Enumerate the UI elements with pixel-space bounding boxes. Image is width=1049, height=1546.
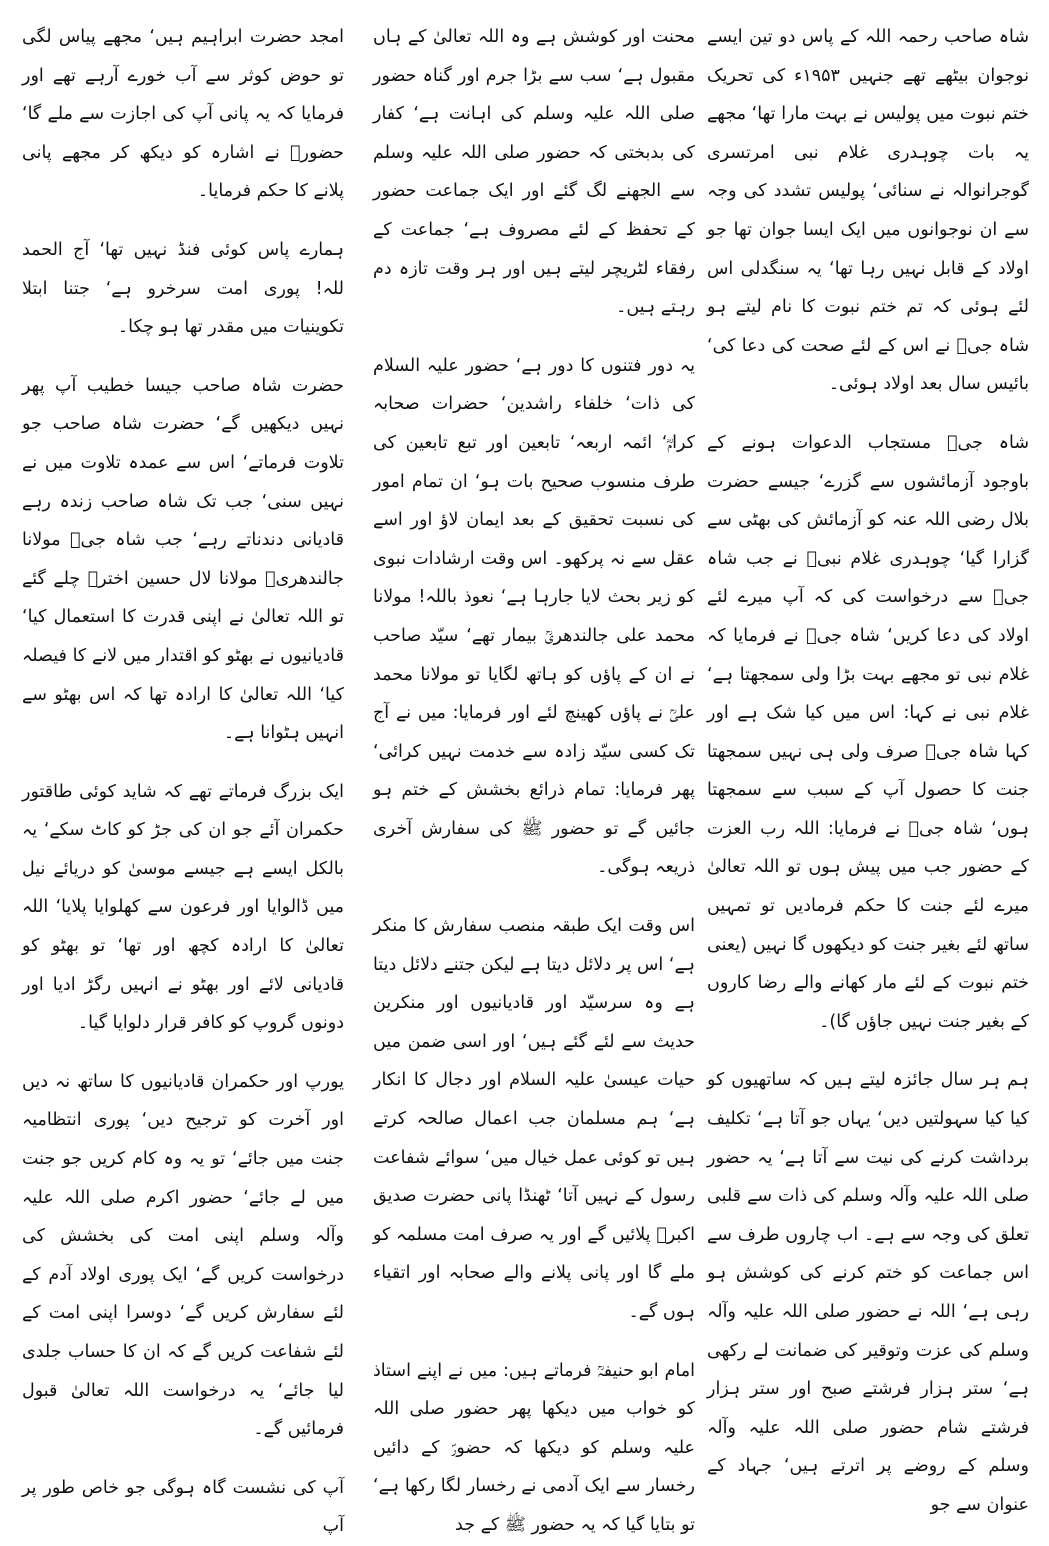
paragraph: شاہ جیؒ مستجاب الدعوات ہونے کے باوجود آزمائشوں سے گزرے‘ جیسے حضرت بلال رضی اللہ عنہ کو آزمائش کی بھٹی سے گزارا گیا‘ چوہدری غلام نبیؒ نے جب شاہ جیؒ سے درخواست کی کہ آپ میرے لئے اولاد کی دعا کریں‘ شاہ جیؒ نے فرمایا کہ غلام نبی تو مجھے بہت بڑا ولی سمجھتا ہے‘ غلام نبی نے کہا: اس میں کیا شک ہے اور کہا شاہ جیؒ صرف ولی ہی نہیں سمجھتا جنت کا حصول آپ کے سبب سے سمجھتا ہوں‘ شاہ جیؒ نے فرمایا: اللہ رب العزت کے حضور جب میں پیش ہوں تو اللہ تعالیٰ میرے لئے جنت کا حکم فرمادیں تو تمہیں ساتھ لئے بغیر جنت کو دیکھوں گا نہیں (یعنی ختم نبوت کے لئے مار کھانے والے رضا کاروں کے بغیر جنت نہیں جاؤں گا)۔ bbox=[707, 432, 1029, 1032]
text-column-middle bbox=[373, 18, 695, 1535]
paragraph: محنت اور کوشش ہے وہ اللہ تعالیٰ کے ہاں مقبول ہے‘ سب سے بڑا جرم اور گناہ حضور صلی اللہ علیہ وسلم کی اہانت ہے‘ کفار کی بدبختی کہ حضور صلی اللہ علیہ وسلم سے الجھنے لگ گئے اور ایک جماعت حضور کے تحفظ کے لئے مصروف ہے‘ جماعت کے رفقاء لٹریچر لیتے ہیں اور ہر وقت تازہ دم رہتے ہیں۔ bbox=[373, 27, 695, 318]
paragraph: حضرت شاہ صاحب جیسا خطیب آپ پھر نہیں دیکھیں گے‘ حضرت شاہ صاحب جو تلاوت فرماتے‘ اس سے عمدہ تلاوت میں نے نہیں سنی‘ جب تک شاہ صاحب زندہ رہے قادیانی دندناتے رہے‘ جب شاہ جیؒ مولانا جالندھریؒ مولانا لال حسین اخترؒ چلے گئے تو اللہ تعالیٰ نے اپنی قدرت کا استعمال کیا‘ قادیانیوں نے بھٹو کو اقتدار میں لانے کا فیصلہ کیا‘ اللہ تعالیٰ کا ارادہ تھا کہ اس بھٹو سے انہیں ہٹوانا ہے۔ bbox=[22, 375, 344, 744]
paragraph: ایک بزرگ فرماتے تھے کہ شاید کوئی طاقتور حکمران آئے جو ان کی جڑ کو کاٹ سکے‘ یہ بالکل ایسے ہے جیسے موسیٰ کو دریائے نیل میں ڈالوایا اور فرعون سے کھلوایا پلایا‘ اللہ تعالیٰ کا ارادہ کچھ اور تھا‘ تو بھٹو کو قادیانی لائے اور بھٹو نے انہیں رگڑ ادیا اور دونوں گروپ کو کافر قرار دلوایا گیا۔ bbox=[22, 781, 344, 1034]
paragraph: یورپ اور حکمران قادیانیوں کا ساتھ نہ دیں اور آخرت کو ترجیح دیں‘ پوری انتظامیہ جنت میں جائے‘ تو یہ وہ کام کریں جو جنت میں لے جائے‘ حضور اکرم صلی اللہ علیہ وآلہ وسلم اپنی امت کی بخشش کی درخواست کریں گے‘ ایک پوری اولاد آدم کے لئے سفارش کریں گے‘ دوسرا اپنی امت کے لئے شفاعت کریں گے کہ ان کا حساب جلدی لیا جائے‘ یہ درخواست اللہ تعالیٰ قبول فرمائیں گے۔ bbox=[22, 1071, 344, 1440]
paragraph: ہم ہر سال جائزہ لیتے ہیں کہ ساتھیوں کو کیا کیا سہولتیں دیں‘ یہاں جو آتا ہے‘ تکلیف برداشت کرنے کی نیت سے آتا ہے‘ یہ حضور صلی اللہ علیہ وآلہ وسلم کی ذات سے قلبی تعلق کی وجہ سے ہے۔ اب چاروں طرف سے اس جماعت کو ختم کرنے کی کوشش ہو رہی ہے‘ اللہ نے حضور صلی اللہ علیہ وآلہ وسلم کی عزت وتوقیر کی ضمانت لے رکھی ہے‘ ستر ہزار فرشتے صبح اور ستر ہزار فرشتے شام حضور صلی اللہ علیہ وآلہ وسلم کے روضے پر اترتے ہیں‘ جہاد کے عنوان سے جو bbox=[707, 1070, 1029, 1515]
paragraph: آپ کی نشست گاہ ہوگی جو خاص طور پر آپ bbox=[22, 1477, 344, 1537]
paragraph: شاہ صاحب رحمہ اللہ کے پاس دو تین ایسے نوجوان بیٹھے تھے جنہیں ۱۹۵۳ء کی تحریک ختم نبوت میں پولیس نے بہت مارا تھا‘ مجھے یہ بات چوہدری غلام نبی امرتسری گوجرانوالہ نے سنائی‘ پولیس تشدد کی وجہ سے ان نوجوانوں میں ایک ایسا جوان تھا جو اولاد کے قابل نہیں رہا تھا‘ یہ سنگدلی اس لئے ہوئی کہ تم ختم نبوت کا نام لیتے ہو شاہ جیؒ نے اس کے لئے صحت کی دعا کی‘ بائیس سال بعد اولاد ہوئی۔ bbox=[707, 27, 1029, 395]
paragraph: امام ابو حنیفہؒ فرماتے ہیں: میں نے اپنے استاذ کو خواب میں دیکھا پھر حضور صلی اللہ علیہ وسلم کو دیکھا کہ حضورؐ کے دائیں رخسار سے ایک آدمی نے رخسار لگا رکھا ہے‘ تو بتایا گیا کہ یہ حضور ﷺ کے جد bbox=[373, 1360, 695, 1535]
text-column-right bbox=[707, 18, 1029, 1515]
paragraph: اس وقت ایک طبقہ منصب سفارش کا منکر ہے‘ اس پر دلائل دیتا ہے لیکن جتنے دلائل دیتا ہے وہ سرسیّد اور قادیانیوں اور منکرین حدیث سے لئے گئے ہیں‘ اور اسی ضمن میں حیات عیسیٰ علیہ السلام اور دجال کا انکار ہے‘ ہم مسلمان جب اعمال صالحہ کرتے ہیں تو کوئی عمل خیال میں‘ سوائے شفاعت رسول کے نہیں آتا‘ ٹھنڈا پانی حضرت صدیق اکبرؓ پلائیں گے اور یہ صرف امت مسلمہ کو ملے گا اور پانی پلانے والے صحابہ اور اتقیاء ہوں گے۔ bbox=[373, 916, 695, 1322]
paragraph: امجد حضرت ابراہیم ہیں‘ مجھے پیاس لگی تو حوض کوثر سے آب خورے آرہے تھے اور فرمایا کہ یہ پانی آپ کی اجازت سے ملے گا‘ حضورؐ نے اشارہ کو دیکھ کر مجھے پانی پلانے کا حکم فرمایا۔ bbox=[22, 27, 344, 202]
paragraph: ہمارے پاس کوئی فنڈ نہیں تھا‘ آج الحمد للہ! پوری امت سرخرو ہے‘ جتنا ابتلا تکوینیات میں مقدر تھا ہو چکا۔ bbox=[22, 239, 344, 338]
text-column-left bbox=[22, 18, 344, 1537]
paragraph: یہ دور فتنوں کا دور ہے‘ حضور علیہ السلام کی ذات‘ خلفاء راشدین‘ حضرات صحابہ کرامؓ‘ ائمہ اربعہ‘ تابعین اور تبع تابعین کی طرف منسوب صحیح بات ہو‘ ان تمام امور کی نسبت تحقیق کے بعد ایمان لاؤ اور اسے عقل سے نہ پرکھو۔ اس وقت ارشادات نبوی کو زیر بحث لایا جارہا ہے‘ نعوذ باللہ! مولانا محمد علی جالندھریؒ بیمار تھے‘ سیّد صاحب نے ان کے پاؤں کو ہاتھ لگایا تو مولانا محمد علیؒ نے پاؤں کھینچ لئے اور فرمایا: میں نے آج تک کسی سیّد زادہ سے خدمت نہیں کرائی‘ پھر فرمایا: تمام ذرائع بخشش کے ختم ہو جائیں گے تو حضور ﷺ کی سفارش آخری ذریعہ ہوگی۔ bbox=[373, 355, 695, 878]
